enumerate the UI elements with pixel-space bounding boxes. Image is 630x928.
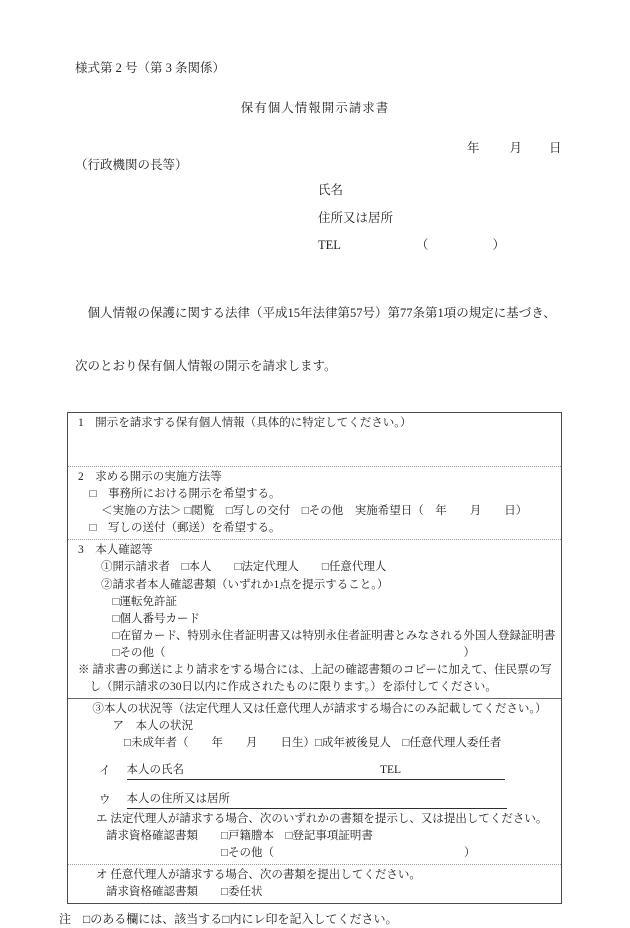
line-id-documents-heading [78,577,558,594]
text-run: 委任状 [227,886,263,899]
spacer [78,808,99,809]
addressee-line: （行政機関の長等） [75,158,188,172]
checkbox-legal-representative[interactable]: □ [234,561,242,574]
text-run: 2 求める開示の実施方法等 [78,471,222,483]
line-e-qualification-docs [78,828,558,845]
line-principal-status-heading [78,701,558,718]
date-year-label: 年 [467,141,480,155]
intro-paragraph [75,270,630,410]
intro-line-2: 次のとおり保有個人情報の開示を請求します。 [75,358,337,373]
blank-principal-name[interactable] [184,766,380,780]
line-identity-heading [78,542,558,559]
line-o-voluntary-rep-note [78,867,558,884]
checkbox-individual-number-card[interactable]: □ [112,612,120,625]
text-run: 成年被後見人 [321,737,403,750]
line-a-principal-situation [78,718,558,735]
text-run: 3 本人確認等 [78,544,153,557]
spacer [78,900,106,901]
checkbox-registry-certificate[interactable]: □ [285,829,293,842]
spacer [111,779,127,780]
text-run: 閲覧 [191,505,226,518]
note-line: 注 □のある欄には、該当する□内にレ印を記入してください。 [59,912,398,927]
text-run: 法定代理人 [241,561,322,574]
text-run: 請求資格確認書類 [106,829,221,842]
text-run: 個人番号カード [119,612,200,625]
text-run: ） [463,846,476,859]
line-e-legal-rep-note [78,811,558,828]
text-run: その他（ [119,646,166,659]
section-1-requested-info[interactable] [68,413,561,466]
text-run: ） [463,646,475,659]
checkbox-copy-delivery[interactable]: □ [225,505,233,518]
principal-name-label: 本人の氏名 [127,762,185,780]
text-run: イ [99,764,111,777]
text-run: 在留カード、特別永住者証明書又は特別永住者証明書とみなされる外国人登録証明書 [119,629,556,642]
text-run: 写しの送付（郵送）を希望する。 [96,522,281,535]
text-run: ※ 請求書の郵送により請求をする場合には、上記の確認書類のコピーに加えて、住民票の写 [78,664,552,677]
intro-line-1: 個人情報の保護に関する法律（平成15年法律第57号）第77条第1項の規定に基づき、 [75,306,556,320]
checkbox-adult-ward[interactable]: □ [314,737,322,750]
text-run: ①開示請求者 [78,561,182,574]
text-run [78,735,124,752]
blank-other-qualification [274,861,464,862]
checkbox-voluntary-representative[interactable]: □ [321,561,329,574]
spacer [111,808,127,809]
blank-year-value [480,156,510,157]
line-office-disclosure [78,486,558,503]
text-run: 1 開示を請求する保有個人情報（具体的に特定してください。） [78,417,412,429]
text-run: ③本人の状況等（法定代理人又は任意代理人が請求する場合にのみ記載してください。） [78,703,547,716]
form-number: 様式第 2 号（第 3 条関係） [75,61,226,75]
line-copy-by-mail [78,520,558,537]
line-other-id [78,645,558,662]
text-run: ウ [99,793,111,806]
text-run: 登記事項証明書 [292,829,373,842]
text-run [78,628,113,645]
applicant-address-label: 住所又は居所 [318,211,394,225]
line-implementation-method [78,503,558,520]
tel-paren-open: （ [415,238,429,252]
spacer [78,861,221,862]
date-day-label: 日 [549,141,562,155]
text-run [78,520,90,537]
text-run [78,486,90,503]
tel-paren-close: ） [492,238,505,252]
spacer [78,827,96,828]
text-run: エ 法定代理人が請求する場合、次のいずれかの書類を提示し、又は提出してください。 [96,812,548,825]
section-4-principal-status [68,698,561,864]
text-run: ア 本人の状況 [78,720,193,733]
line-mail-note-2 [78,679,558,696]
text-run: 任意代理人委任者 [409,737,502,750]
principal-address-label: 本人の住所又は居所 [127,791,231,809]
text-run: ②請求者本人確認書類（いずれか1点を提示すること。） [78,578,389,591]
checkbox-principal[interactable]: □ [181,561,189,574]
applicant-name-label: 氏名 [318,183,344,197]
principal-tel-label: TEL [380,762,401,780]
section-3-identity-verification [68,539,561,698]
checkbox-other-id[interactable]: □ [112,646,120,659]
line-residence-card [78,628,558,645]
text-run: し（開示請求の30日以内に作成されたものに限ります。）を添付してください。 [78,681,497,694]
text-run: 本人 [188,561,235,574]
blank-tel-area-code [341,253,416,254]
line-individual-number-card [78,611,558,628]
request-form-table [67,412,562,904]
line-drivers-license [78,594,558,611]
tel-label: TEL [318,238,341,252]
section-2-disclosure-method [68,466,561,539]
line-i-principal-name [78,762,558,780]
checkbox-minor[interactable]: □ [124,737,131,750]
blank-tel-number [428,253,492,254]
text-run [78,645,113,662]
section-5-voluntary-representative [68,864,561,903]
line-e-other-qualification [78,845,558,862]
spacer [78,844,106,845]
date-line [75,140,630,157]
checkbox-residence-card[interactable]: □ [112,629,120,642]
text-run: 写しの交付 [232,505,302,518]
line-method-heading [78,469,558,486]
checkbox-power-of-attorney[interactable]: □ [221,886,228,899]
blank-month-value [522,156,549,157]
blank-principal-tel[interactable] [401,766,505,780]
text-run: 戸籍謄本 [227,829,286,842]
checkbox-copy-by-mail[interactable]: □ [89,522,97,535]
text-run: 事務所における開示を希望する。 [96,488,281,501]
checkbox-voluntary-delegator[interactable]: □ [402,737,410,750]
text-run: 運転免許証 [119,595,177,608]
line-a-checkboxes [78,735,558,752]
checkbox-family-register[interactable]: □ [221,829,228,842]
text-run: 任意代理人 [328,561,387,574]
checkbox-drivers-license[interactable]: □ [112,595,120,608]
text-run [78,611,113,628]
date-month-label: 月 [509,141,523,155]
line-u-principal-address [78,791,558,809]
text-run [78,594,113,611]
line-requester-type [78,559,558,576]
text-run: 未成年者（ 年 月 日生） [130,737,315,750]
spacer [78,779,99,780]
text-run: その他（ [227,846,274,859]
blank-principal-address[interactable] [230,795,507,809]
line-requested-info-heading [78,415,558,432]
text-run: その他 実施希望日（ 年 月 日） [308,505,528,518]
line-o-power-of-attorney [78,884,558,901]
line-mail-note-1 [78,662,558,679]
spacer [78,883,96,884]
page-title: 保有個人情報開示請求書 [240,101,390,115]
text-run: 請求資格確認書類 [106,886,221,899]
text-run: オ 任意代理人が請求する場合、次の書類を提出してください。 [96,868,421,881]
checkbox-other-qualification[interactable]: □ [221,846,228,859]
text-run: ＜実施の方法＞ [78,505,185,518]
applicant-tel-line [318,237,630,254]
checkbox-inspection[interactable]: □ [184,505,192,518]
checkbox-office-disclosure[interactable]: □ [89,488,97,501]
checkbox-other-method[interactable]: □ [301,505,309,518]
